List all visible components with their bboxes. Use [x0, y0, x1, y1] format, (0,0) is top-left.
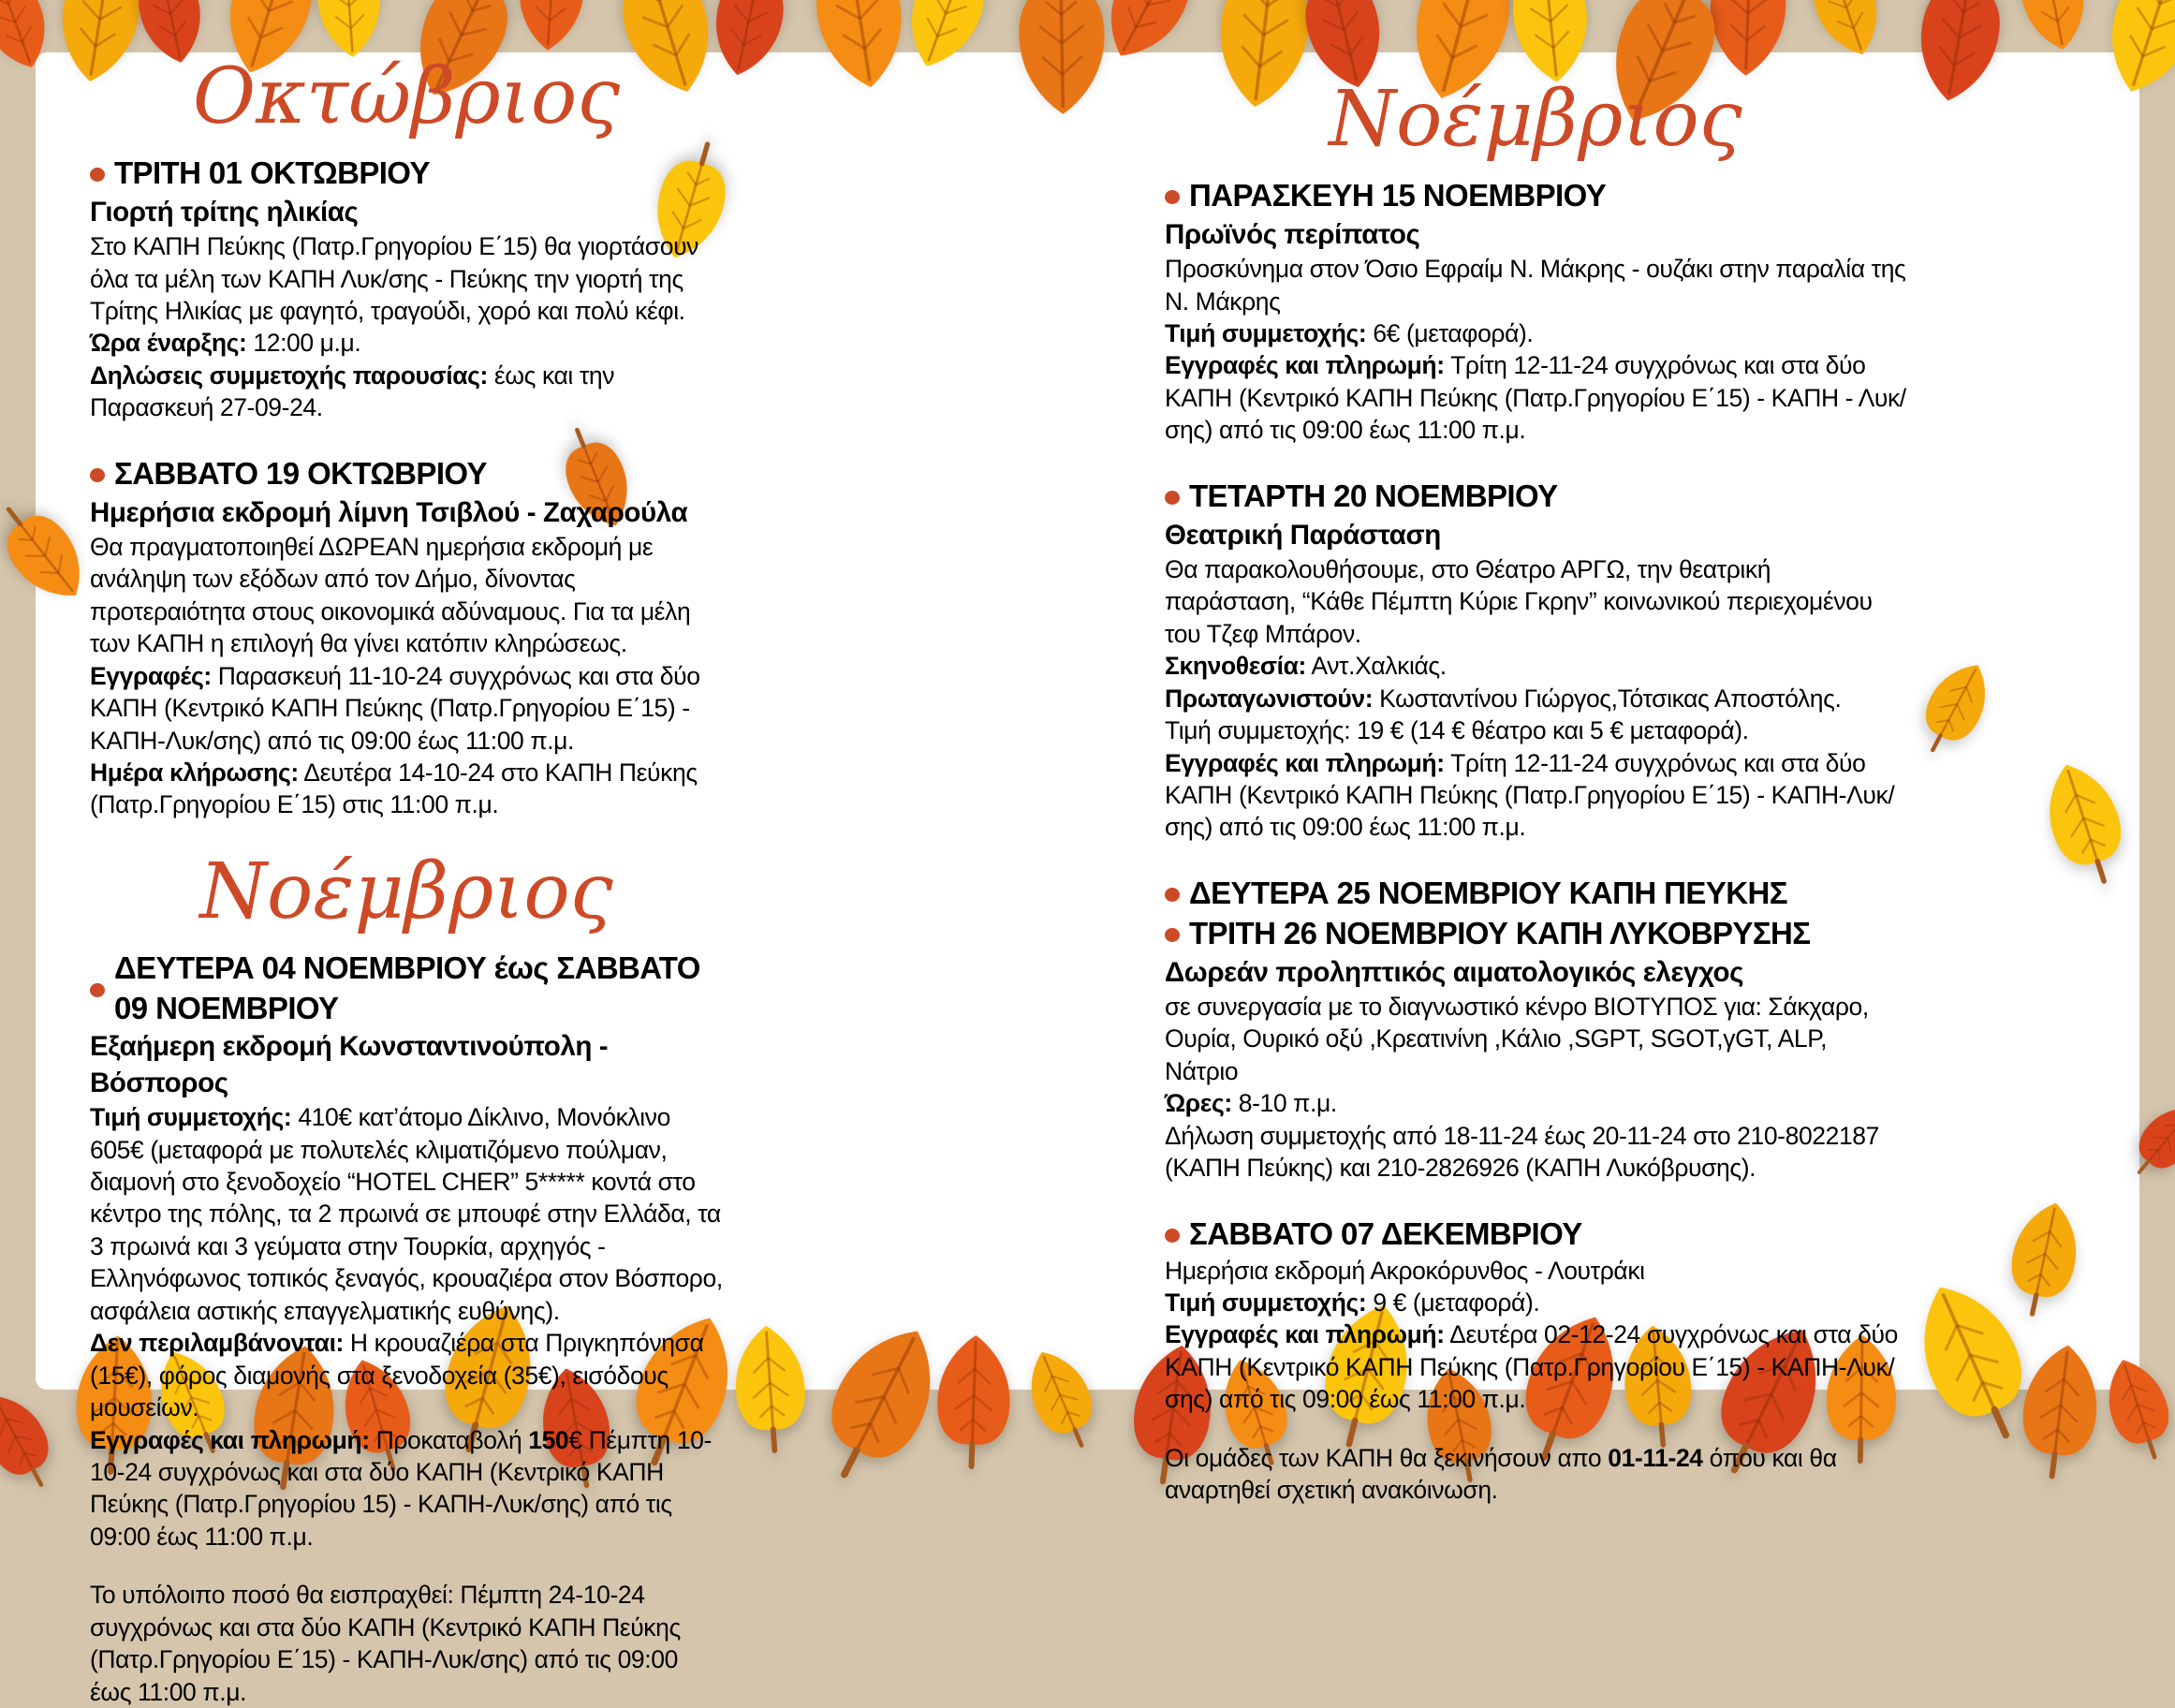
bullet-dot-icon [90, 168, 105, 182]
event-paragraph [1165, 317, 1906, 349]
event-paragraph [1165, 1255, 1906, 1287]
bold-text: Εγγραφές και πληρωμή: [1165, 351, 1445, 380]
event-heading [1165, 874, 1906, 914]
text-run: 6€ (μεταφορά). [1366, 318, 1534, 347]
text-run: Δευτέρα 02-12-24 συγχρόνως και στα δύο ΚΑΠΗ (Κεντρικό ΚΑΠΗ Πεύκης (Πατρ.Γρηγορίου Ε΄15) - ΚΑΠΗ-Λυκ/σης) από τις 09:00 έως 11:00 π.μ. [1165, 1320, 1898, 1414]
text-run: Θα παρακολουθήσουμε, στο Θέατρο ΑΡΓΩ, την θεατρική παράσταση, “Κάθε Πέμπτη Κύριε Γκρην” κοινωνικού περιεχομένου του Τζεφ Μπάρον. [1165, 554, 1873, 648]
event-paragraph [90, 1101, 723, 1327]
bold-text: Εγγραφές: [90, 661, 212, 690]
event-subtitle: Γιορτή τρίτης ηλικίας [90, 196, 359, 228]
event-heading [1165, 1215, 1906, 1255]
event-paragraph [90, 327, 723, 359]
text-run: έως και την Παρασκευή 27-09-24. [90, 361, 615, 422]
event-heading [1165, 477, 1906, 517]
event-section [1165, 176, 1906, 447]
event-heading-text: ΔΕΥΤΕΡΑ 04 ΝΟΕΜΒΡΙΟΥ έως ΣΑΒΒΑΤΟ 09 ΝΟΕΜΒΡΙΟΥ [114, 950, 700, 1025]
text-run: Παρασκευή 11-10-24 συγχρόνως και στα δύο ΚΑΠΗ (Κεντρικό ΚΑΠΗ Πεύκης (Πατρ.Γρηγορίου Ε΄15) - ΚΑΠΗ-Λυκ/σης) από τις 09:00 έως 11:00 π.μ. [90, 661, 700, 755]
month-title: Νοέμβριος [199, 847, 613, 936]
event-heading [90, 454, 723, 494]
event-paragraph [1165, 683, 1906, 714]
text-run: Αντ.Χαλκιάς. [1305, 652, 1447, 681]
bold-text: Τιμή συμμετοχής: [90, 1103, 292, 1132]
text-run: Το υπόλοιπο ποσό θα εισπραχθεί: Πέμπτη 24-10-24 συγχρόνως και στα δύο ΚΑΠΗ (Κεντρικό ΚΑΠΗ Πεύκης (Πατρ.Γρηγορίου Ε΄15) - ΚΑΠΗ-Λυκ/σης) από τις 09:00 έως 11:00 π.μ. [90, 1581, 681, 1706]
column-october [90, 54, 723, 1708]
text-run: Δευτέρα 14-10-24 στο ΚΑΠΗ Πεύκης (Πατρ.Γρηγορίου Ε΄15) στις 11:00 π.μ. [90, 758, 698, 819]
text-run: Προκαταβολή [369, 1425, 529, 1454]
event-heading [90, 949, 723, 1029]
bullet-dot-icon [1165, 1229, 1180, 1243]
text-run: Ημερήσια εκδρομή Ακροκόρυνθος - Λουτράκι [1165, 1256, 1645, 1285]
event-heading [90, 154, 723, 194]
event-subtitle: Θεατρική Παράσταση [1165, 519, 1441, 551]
bold-text: Δεν περιλαμβάνονται: [90, 1329, 344, 1358]
event-paragraph [1165, 1287, 1906, 1318]
event-heading-text: ΣΑΒΒΑΤΟ 07 ΔΕΚΕΜΒΡΙΟΥ [1189, 1215, 1582, 1251]
event-section [90, 454, 723, 821]
event-paragraph [90, 531, 723, 660]
event-subtitle: Ημερήσια εκδρομή λίμνη Τσιβλού - Ζαχαρούλα [90, 496, 688, 528]
text-run: σε συνεργασία με το διαγνωστικό κένρο ΒΙΟΤΥΠΟΣ για: Σάκχαρο, Ουρία, Ουρικό οξύ ,Κρεατινίνη ,Κάλιο ,SGPT, SGOT,γGT, ALP, Νάτριο [1165, 992, 1869, 1085]
text-run: € Πέμπτη 10-10-24 συγχρόνως και στα δύο ΚΑΠΗ (Κεντρικό ΚΑΠΗ Πεύκης (Πατρ.Γρηγορίου 15) - ΚΑΠΗ-Λυκ/σης) από τις 09:00 έως 11:00 π.μ. [90, 1425, 712, 1551]
event-paragraph [1165, 991, 1906, 1087]
event-heading-text: ΠΑΡΑΣΚΕΥΗ 15 ΝΟΕΜΒΡΙΟΥ [1189, 177, 1607, 213]
event-paragraph [90, 230, 723, 327]
column-november [1165, 77, 1906, 1507]
event-paragraph [1165, 253, 1906, 317]
event-section [1165, 1215, 1906, 1416]
event-section [1165, 477, 1906, 844]
bold-text: 150 [528, 1425, 569, 1454]
event-heading-text: ΤΕΤΑΡΤΗ 20 ΝΟΕΜΒΡΙΟΥ [1189, 478, 1558, 513]
autumn-leaf-icon [2005, 1333, 2115, 1485]
event-heading-text: ΤΡΙΤΗ 26 ΝΟΕΜΒΡΙΟΥ ΚΑΠΗ ΛΥΚΟΒΡΥΣΗΣ [1189, 915, 1811, 950]
event-section [90, 154, 723, 424]
bullet-dot-icon [90, 983, 105, 997]
bold-text: 01-11-24 [1608, 1443, 1703, 1472]
bold-text: Τιμή συμμετοχής: [1165, 1288, 1367, 1317]
event-section [1165, 874, 1906, 1185]
event-paragraph [90, 660, 723, 757]
event-heading-text: ΔΕΥΤΕΡΑ 25 ΝΟΕΜΒΡΙΟΥ ΚΑΠΗ ΠΕΥΚΗΣ [1189, 875, 1787, 910]
event-section [90, 949, 723, 1553]
event-subtitle: Δωρεάν προληπτικός αιματολογικός ελεγχος [1165, 956, 1744, 988]
event-paragraph [1165, 553, 1906, 650]
event-paragraph [1165, 1318, 1906, 1415]
text-run: 12:00 μ.μ. [246, 329, 361, 358]
event-heading [1165, 176, 1906, 216]
bold-text: Ώρες: [1165, 1089, 1232, 1118]
bold-text: Ημέρα κλήρωσης: [90, 758, 299, 787]
bold-text: Εγγραφές και πληρωμή: [1165, 748, 1445, 777]
text-run: 8-10 π.μ. [1231, 1089, 1337, 1118]
bold-text: Ώρα έναρξης: [90, 329, 247, 358]
month-title: Οκτώβριος [192, 52, 621, 141]
text-run: 9 € (μεταφορά). [1366, 1288, 1540, 1317]
bold-text: Τιμή συμμετοχής: [1165, 318, 1367, 347]
event-heading [1165, 914, 1906, 954]
event-heading-text: ΣΑΒΒΑΤΟ 19 ΟΚΤΩΒΡΙΟΥ [114, 455, 487, 491]
bullet-dot-icon [1165, 190, 1180, 204]
bold-text: Πρωταγωνιστούν: [1165, 684, 1374, 713]
text-run: Στο ΚΑΠΗ Πεύκης (Πατρ.Γρηγορίου Ε΄15) θα γιορτάσουν όλα τα μέλη των ΚΑΠΗ Λυκ/σης - Πεύκης την γιορτή της Τρίτης Ηλικίας με φαγητό, τραγούδι, χορό και πολύ κέφι. [90, 232, 699, 325]
event-paragraph [90, 360, 723, 424]
bold-text: Δηλώσεις συμμετοχής παρουσίας: [90, 361, 488, 390]
text-run: Οι ομάδες των ΚΑΠΗ θα ξεκινήσουν απο [1165, 1443, 1609, 1472]
bullet-dot-icon [1165, 491, 1180, 505]
event-subtitle: Εξαήμερη εκδρομή Κωνσταντινούπολη - Βόσπορος [90, 1031, 609, 1098]
event-paragraph [90, 1424, 723, 1553]
autumn-leaf-icon [1005, 0, 1118, 122]
text-run: Δήλωση συμμετοχής από 18-11-24 έως 20-11-24 στο 210-8022187 (ΚΑΠΗ Πεύκης) και 210-2826926 (ΚΑΠΗ Λυκόβρυσης). [1165, 1121, 1879, 1183]
text-run: Θα πραγματοποιηθεί ΔΩΡΕΑΝ ημερήσια εκδρομή με ανάληψη των εξόδων από τον Δήμο, δίνοντας προτεραιότητα στους οικονομικά αδύναμους. Για τα μέλη των ΚΑΠΗ η επιλογή θα γίνει κατόπιν κληρώσεως. [90, 532, 691, 658]
text-run: Προσκύνημα στον Όσιο Εφραίμ Ν. Μάκρης - ουζάκι στην παραλία της Ν. Μάκρης [1165, 255, 1906, 316]
bullet-dot-icon [1165, 928, 1180, 942]
text-run: 410€ κατ’άτομο Δίκλινο, Μονόκλινο 605€ (μεταφορά με πολυτελές κλιματιζόμενο πούλμαν, διαμονή στο ξενοδοχείο “HOTEL CHER” 5***** κοντά στο κέντρο της πόλης, τα 2 πρωινά σε μπουφέ στην Ελλάδα, τα 3 πρωινά και 3 γεύματα στην Τουρκία, αρχηγός - Ελληνόφωνος τοπικός ξεναγός, κρουαζιέρα στον Βόσπορο, ασφάλεια αστικής επαγγελματικής ευθύνης). [90, 1103, 723, 1325]
text-run: Τρίτη 12-11-24 συγχρόνως και στα δύο ΚΑΠΗ (Κεντρικό ΚΑΠΗ Πεύκης (Πατρ.Γρηγορίου Ε΄15) - ΚΑΠΗ-Λυκ/σης) από τις 09:00 έως 11:00 π.μ. [1165, 748, 1895, 842]
event-paragraph [1165, 650, 1906, 682]
event-paragraph [1165, 1120, 1906, 1185]
event-paragraph [90, 1327, 723, 1423]
text-run: Τρίτη 12-11-24 συγχρόνως και στα δύο ΚΑΠΗ (Κεντρικό ΚΑΠΗ Πεύκης (Πατρ.Γρηγορίου Ε΄15) - ΚΑΠΗ - Λυκ/σης) από τις 09:00 έως 11:00 π.μ. [1165, 351, 1906, 445]
event-paragraph [1165, 714, 1906, 746]
bullet-dot-icon [1165, 888, 1180, 902]
bold-text: Σκηνοθεσία: [1165, 652, 1306, 681]
event-subtitle: Πρωϊνός περίπατος [1165, 218, 1420, 250]
event-paragraph [1165, 349, 1906, 446]
event-paragraph [90, 757, 723, 821]
month-title: Νοέμβριος [1329, 75, 1742, 164]
text-run: Κωσταντίνου Γιώργος,Τότσικας Αποστόλης. [1373, 684, 1842, 713]
note-paragraph [1165, 1442, 1906, 1507]
bold-text: Εγγραφές και πληρωμή: [1165, 1320, 1445, 1349]
text-run: Τιμή συμμετοχής: 19 € (14 € θέατρο και 5 € μεταφορά). [1165, 716, 1749, 745]
note-paragraph [90, 1579, 723, 1708]
event-heading-text: ΤΡΙΤΗ 01 ΟΚΤΩΒΡΙΟΥ [114, 155, 430, 190]
text-run: όπου και θα αναρτηθεί σχετική ανακόινωση. [1165, 1443, 1837, 1505]
autumn-leaf-icon [924, 1328, 1022, 1471]
bold-text: Εγγραφές και πληρωμή: [90, 1425, 370, 1454]
text-run: Η κρουαζιέρα στα Πριγκηπόνησα (15€), φόρος διαμονής στα ξενοδοχεία (35€), εισόδους μουσείων. [90, 1329, 704, 1422]
event-paragraph [1165, 1087, 1906, 1119]
event-paragraph [1165, 747, 1906, 844]
bullet-dot-icon [90, 468, 105, 482]
